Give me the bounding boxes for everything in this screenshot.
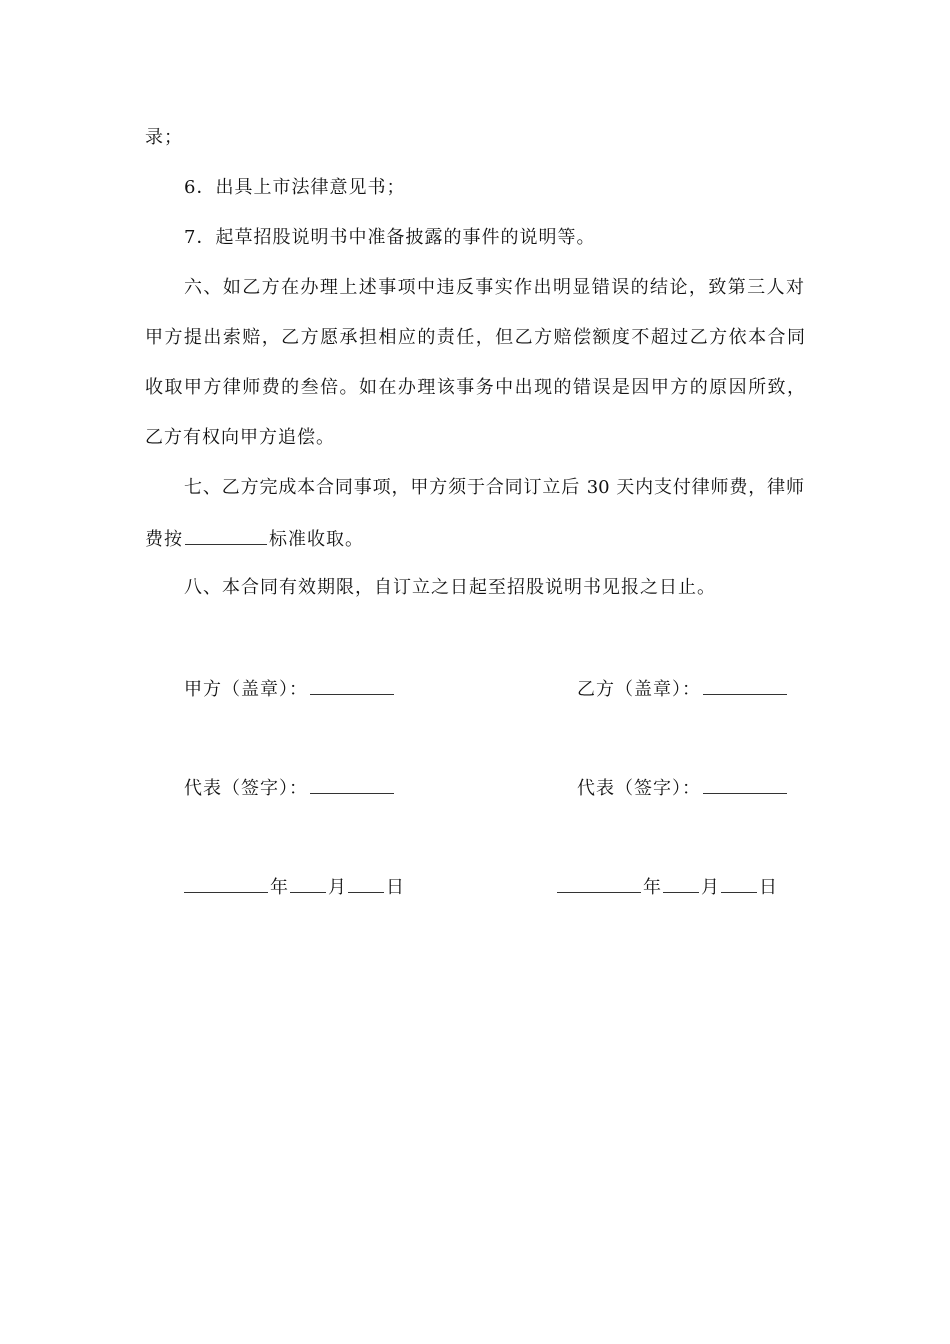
clause-seven-line-1: 七、乙方完成本合同事项，甲方须于合同订立后 30 天内支付律师费，律师 [184,477,804,498]
party-a-rep-label: 代表（签字）： [184,778,308,799]
clause-eight: 八、本合同有效期限，自订立之日起至招股说明书见报之日止。 [184,577,716,598]
clause-six-line-2: 甲方提出索赔，乙方愿承担相应的责任，但乙方赔偿额度不超过乙方依本合同 [145,327,805,348]
clause-six-line-4: 乙方有权向甲方追偿。 [145,427,335,448]
party-b-day-blank[interactable] [721,874,757,893]
party-b-rep-blank[interactable] [703,775,787,794]
party-a-seal-label: 甲方（盖章）： [184,679,308,700]
party-a-seal-row [184,676,396,702]
list-item-6: 6．出具上市法律意见书； [184,177,406,198]
party-b-month-blank[interactable] [663,874,699,893]
fee-standard-blank[interactable] [185,526,267,545]
party-b-seal-label: 乙方（盖章）： [577,679,701,700]
party-a-year-blank[interactable] [184,874,268,893]
party-a-month-blank[interactable] [290,874,326,893]
party-b-year-blank[interactable] [557,874,641,893]
party-b-rep-row [577,775,789,801]
day-label: 日 [759,877,777,898]
party-a-rep-blank[interactable] [310,775,394,794]
party-b-seal-row [577,676,789,702]
fee-suffix: 标准收取。 [269,529,364,550]
party-b-rep-label: 代表（签字）： [577,778,701,799]
party-a-date-row [182,874,404,900]
month-label: 月 [701,877,719,898]
fee-prefix: 费按 [145,529,183,550]
party-a-day-blank[interactable] [348,874,384,893]
year-label: 年 [270,877,288,898]
party-a-rep-row [184,775,396,801]
paragraph-continuation: 录； [145,127,183,148]
clause-seven-line-2 [145,526,364,552]
party-a-seal-blank[interactable] [310,676,394,695]
year-label: 年 [643,877,661,898]
clause-six-line-1: 六、如乙方在办理上述事项中违反事实作出明显错误的结论，致第三人对 [184,277,804,298]
clause-six-line-3: 收取甲方律师费的叁倍。如在办理该事务中出现的错误是因甲方的原因所致， [145,377,805,398]
list-item-7: 7．起草招股说明书中准备披露的事件的说明等。 [184,227,596,248]
month-label: 月 [328,877,346,898]
day-label: 日 [386,877,404,898]
party-b-seal-blank[interactable] [703,676,787,695]
party-b-date-row [555,874,777,900]
